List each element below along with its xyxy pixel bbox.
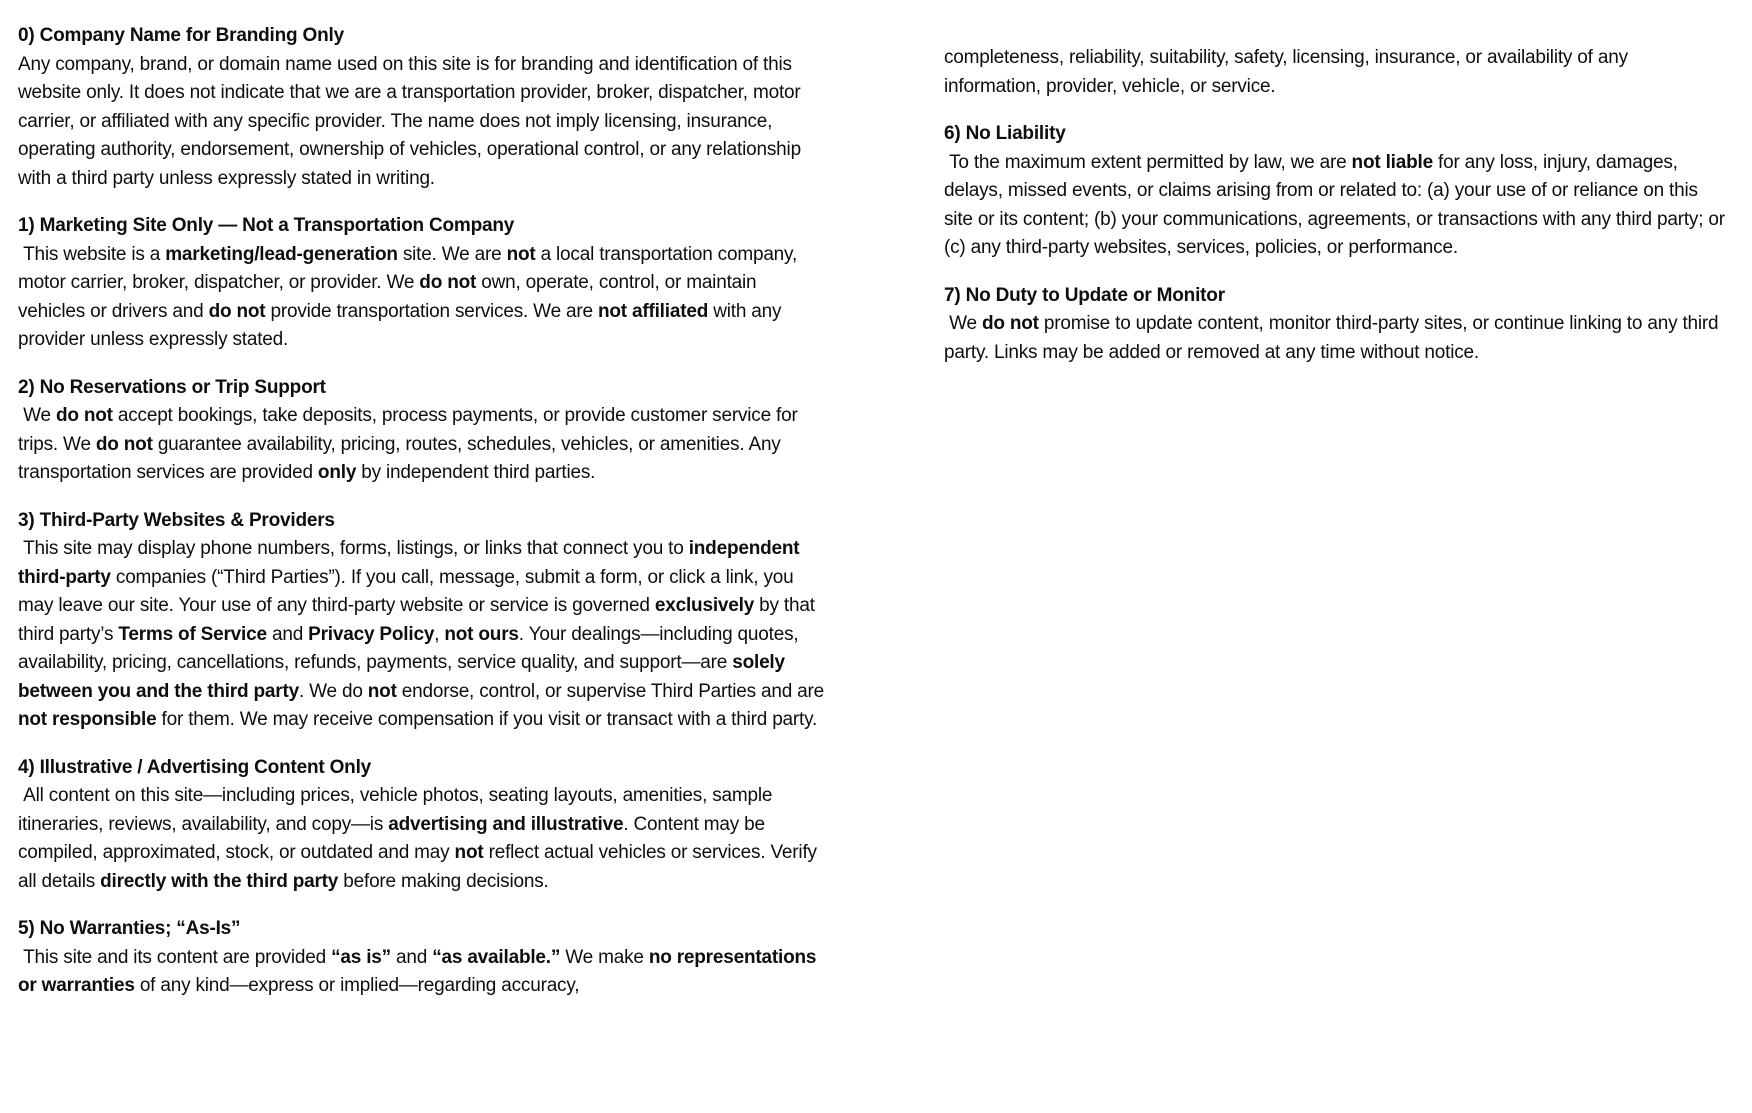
body-text: provide transportation services. We are	[265, 300, 598, 322]
emphasis-text: “as is”	[331, 946, 391, 968]
emphasis-text: exclusively	[654, 595, 755, 616]
section-body	[18, 944, 826, 1001]
emphasis-text: not ours	[444, 623, 519, 645]
section-body	[944, 44, 1728, 101]
body-text: promise to update content, monitor third-party sites, or continue linking to any third party. Links may be added or removed at any time without notice.	[944, 313, 1724, 363]
body-text: and	[266, 623, 309, 645]
section-body	[944, 149, 1728, 263]
emphasis-text: no representations or warranties	[18, 946, 822, 996]
body-text: guarantee availability, pricing, routes, schedules, vehicles, or amenities. Any transportation services are provided	[18, 433, 786, 483]
text-column-right	[944, 22, 1728, 386]
section-body	[18, 535, 830, 735]
disclaimer-section	[18, 374, 826, 488]
body-text: We	[944, 313, 982, 334]
body-text: . Content may be compiled, approximated, stock, or outdated and may	[18, 813, 770, 863]
body-text: by independent third parties.	[356, 462, 596, 483]
body-text: We	[18, 405, 56, 426]
body-text: for them. We may receive compensation if you visit or transact with a third party.	[156, 709, 818, 730]
emphasis-text: not affiliated	[597, 300, 709, 322]
disclaimer-section	[944, 282, 1728, 368]
body-text: All content on this site—including prices, vehicle photos, seating layouts, amenities, sample itineraries, reviews, availability, and copy—is	[18, 785, 778, 835]
body-text: To the maximum extent permitted by law, we are	[944, 151, 1352, 173]
disclaimer-section	[18, 754, 826, 897]
body-text: and	[390, 946, 433, 968]
emphasis-text: only	[317, 462, 357, 483]
emphasis-text: not	[506, 243, 536, 265]
emphasis-text: marketing/lead-generation	[165, 243, 398, 265]
body-text: This site may display phone numbers, forms, listings, or links that connect you to	[18, 538, 689, 559]
body-text: ,	[434, 623, 445, 645]
emphasis-text: “as available.”	[432, 946, 561, 968]
disclaimer-section	[944, 120, 1728, 263]
section-heading: 7) No Duty to Update or Monitor	[944, 284, 1225, 306]
disclaimer-section	[18, 212, 826, 355]
emphasis-text: advertising and illustrative	[388, 813, 624, 835]
section-heading: 3) Third-Party Websites & Providers	[18, 509, 335, 531]
emphasis-text: not liable	[1351, 151, 1433, 173]
section-body	[944, 310, 1728, 367]
emphasis-text: do not	[55, 405, 113, 426]
body-text: with any provider unless expressly stated.	[18, 300, 787, 350]
emphasis-text: do not	[208, 300, 266, 322]
section-body	[18, 782, 826, 896]
body-text: We make	[560, 946, 649, 968]
emphasis-text: directly with the third party	[100, 870, 339, 892]
emphasis-text: do not	[419, 272, 477, 293]
body-text: This site and its content are provided	[18, 946, 332, 968]
section-body	[18, 241, 826, 355]
disclaimer-section	[18, 22, 826, 193]
disclaimer-section	[18, 507, 830, 735]
section-body	[18, 51, 826, 194]
section-heading: 0) Company Name for Branding Only	[18, 25, 344, 46]
body-text: reflect actual vehicles or services. Verify all details	[18, 842, 822, 892]
disclaimer-section	[944, 44, 1728, 101]
body-text: accept bookings, take deposits, process payments, or provide customer service for trips. We	[18, 405, 803, 455]
emphasis-text: not	[367, 680, 397, 702]
disclaimer-section	[18, 915, 826, 1001]
section-heading: 2) No Reservations or Trip Support	[18, 376, 326, 398]
body-text: . Your dealings—including quotes, availability, pricing, cancellations, refunds, payments, service quality, and support—are	[18, 623, 804, 673]
body-text: a local transportation company, motor carrier, broker, dispatcher, or provider. We	[18, 243, 803, 293]
emphasis-text: not responsible	[18, 709, 157, 730]
emphasis-text: independent third-party	[18, 538, 805, 588]
body-text: This website is a	[18, 243, 166, 265]
emphasis-text: Terms of Service	[118, 623, 267, 645]
body-text: for any loss, injury, damages, delays, missed events, or claims arising from or related to: (a) your use of or reliance on this site or its content; (b) your communications, agreements, or transactions with any third party; or (c) any third-party websites, services, policies, or performance.	[944, 151, 1730, 258]
emphasis-text: not	[454, 842, 484, 863]
body-text: own, operate, control, or maintain vehicles or drivers and	[18, 272, 762, 322]
emphasis-text: solely between you and the third party	[18, 652, 790, 702]
emphasis-text: do not	[95, 433, 153, 455]
body-text: companies (“Third Parties”). If you call, message, submit a form, or click a link, you may leave our site. Your use of any third-party website or service is governed	[18, 566, 799, 616]
body-text: endorse, control, or supervise Third Parties and are	[396, 680, 830, 702]
emphasis-text: Privacy Policy	[308, 623, 435, 645]
emphasis-text: do not	[981, 313, 1039, 334]
body-text: . We do	[298, 680, 368, 702]
section-heading: 4) Illustrative / Advertising Content Only	[18, 756, 372, 778]
text-column-left	[18, 22, 830, 1020]
section-heading: 6) No Liability	[944, 123, 1066, 144]
body-text: of any kind—express or implied—regarding accuracy,	[134, 975, 580, 996]
body-text: before making decisions.	[338, 870, 549, 892]
section-heading: 5) No Warranties; “As-Is”	[18, 918, 241, 939]
section-heading: 1) Marketing Site Only — Not a Transportation Company	[18, 215, 515, 236]
body-text: Any company, brand, or domain name used on this site is for branding and identification of this website only. It does not indicate that we are a transportation provider, broker, dispatcher, motor carrier, or affiliated with any specific provider. The name does not imply licensing, insurance, operating authority, endorsement, ownership of vehicles, operational control, or any relationship with a third party unless expressly stated in writing.	[18, 53, 807, 189]
body-text: site. We are	[397, 243, 507, 265]
body-text: by that third party’s	[18, 595, 820, 645]
section-body	[18, 402, 826, 488]
body-text: completeness, reliability, suitability, safety, licensing, insurance, or availability of any information, provider, vehicle, or service.	[944, 47, 1633, 97]
